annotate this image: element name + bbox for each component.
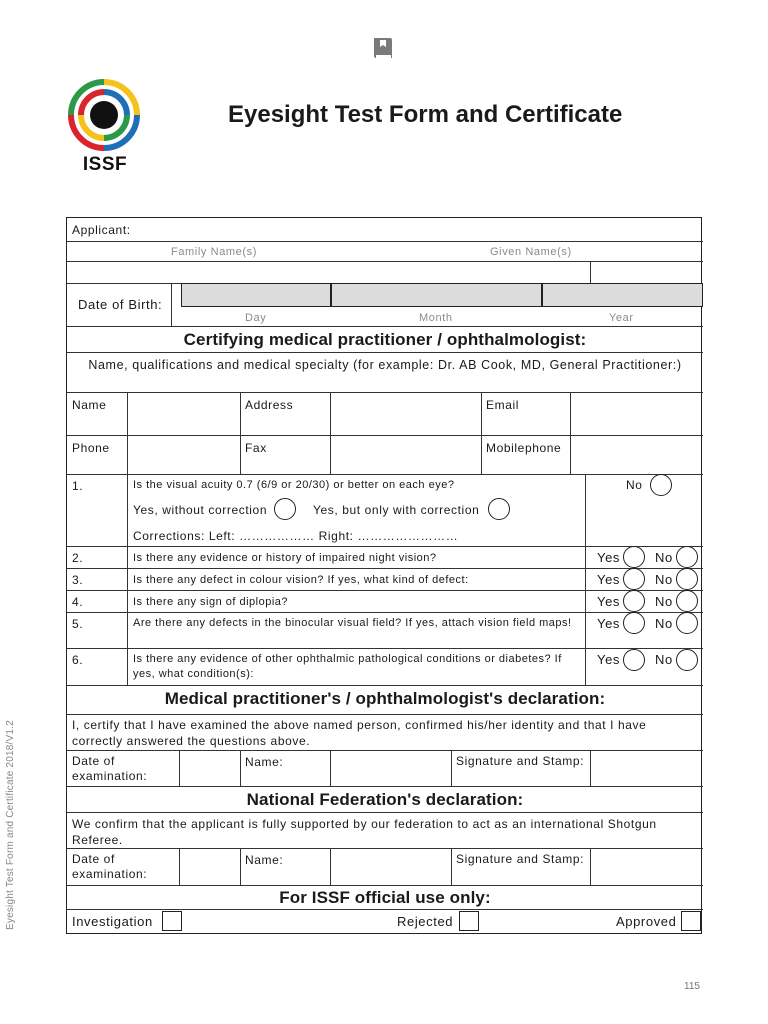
mobilephone-label: Mobilephone <box>486 441 562 455</box>
federation-text: We confirm that the applicant is fully supported by our federation to act as an international Shotgun Referee. <box>72 817 657 847</box>
q1-with-correction-radio[interactable] <box>488 498 510 520</box>
declaration-signature-label: Signature and Stamp: <box>456 754 585 768</box>
declaration-signature-field[interactable] <box>591 751 702 785</box>
declaration-date-field[interactable] <box>180 751 239 785</box>
phone-label: Phone <box>72 441 110 455</box>
q6-yes-radio[interactable] <box>623 649 645 671</box>
practitioner-description: Name, qualifications and medical specialty (for example: Dr. AB Cook, MD, General Practitioner:) <box>88 358 682 372</box>
declaration-heading: Medical practitioner's / ophthalmologist's declaration: <box>164 689 606 708</box>
email-label: Email <box>486 398 520 412</box>
dob-year-field[interactable] <box>542 283 703 307</box>
q5-no-radio[interactable] <box>676 612 698 634</box>
name-label: Name <box>72 398 107 412</box>
investigation-label: Investigation <box>72 914 153 929</box>
q5-no-label: No <box>655 616 673 631</box>
q1-no-label: No <box>626 478 643 492</box>
dob-label: Date of Birth: <box>78 297 163 312</box>
target-rings-icon <box>62 76 152 156</box>
federation-name-field[interactable] <box>331 849 450 884</box>
page-title: Eyesight Test Form and Certificate <box>228 101 623 128</box>
q4-yes-radio[interactable] <box>623 590 645 612</box>
q4-text: Is there any sign of diplopia? <box>133 596 289 608</box>
q3-no-label: No <box>655 572 673 587</box>
q1-text: Is the visual acuity 0.7 (6/9 or 20/30) or better on each eye? <box>133 479 455 491</box>
q6-yes-label: Yes <box>597 652 621 667</box>
q2-number: 2. <box>72 551 84 565</box>
issf-logo <box>62 76 152 176</box>
q4-no-radio[interactable] <box>676 590 698 612</box>
q1-option-without-correction: Yes, without correction <box>133 503 268 517</box>
federation-signature-field[interactable] <box>591 849 702 884</box>
federation-name-label: Name: <box>245 853 284 867</box>
q2-no-radio[interactable] <box>676 546 698 568</box>
q6-no-label: No <box>655 652 673 667</box>
q6-number: 6. <box>72 653 84 667</box>
page-number: 115 <box>684 981 700 992</box>
q5-number: 5. <box>72 617 84 631</box>
q5-text: Are there any defects in the binocular visual field? If yes, attach vision field maps! <box>133 617 572 629</box>
federation-date-field[interactable] <box>180 849 239 884</box>
q3-text: Is there any defect in colour vision? If yes, what kind of defect: <box>133 574 469 586</box>
declaration-name-label: Name: <box>245 755 284 769</box>
declaration-text: I, certify that I have examined the above named person, confirmed his/her identity and that I have correctly answered the questions above. <box>72 718 647 748</box>
official-heading: For ISSF official use only: <box>279 888 491 907</box>
approved-label: Approved <box>616 914 677 929</box>
family-name-field[interactable] <box>69 263 588 281</box>
family-name-label: Family Name(s) <box>171 246 258 258</box>
q5-yes-radio[interactable] <box>623 612 645 634</box>
declaration-name-field[interactable] <box>331 751 450 785</box>
q1-corrections: Corrections: Left: ……………… Right: …………………… <box>133 529 459 543</box>
side-footer-text: Eyesight Test Form and Certificate 2018/V1.2 <box>5 720 16 930</box>
book-icon <box>372 36 394 60</box>
q4-number: 4. <box>72 595 84 609</box>
q3-yes-radio[interactable] <box>623 568 645 590</box>
rejected-label: Rejected <box>397 914 454 929</box>
q1-without-correction-radio[interactable] <box>274 498 296 520</box>
q6-no-radio[interactable] <box>676 649 698 671</box>
given-name-field[interactable] <box>592 263 701 281</box>
practitioner-heading: Certifying medical practitioner / ophthalmologist: <box>183 330 587 349</box>
approved-checkbox[interactable] <box>681 911 701 931</box>
given-name-label: Given Name(s) <box>490 246 572 258</box>
q1-no-radio[interactable] <box>650 474 672 496</box>
year-label: Year <box>609 312 634 324</box>
q4-yes-label: Yes <box>597 594 621 609</box>
month-label: Month <box>419 312 453 324</box>
q2-no-label: No <box>655 550 673 565</box>
federation-signature-label: Signature and Stamp: <box>456 852 585 866</box>
dob-day-field[interactable] <box>181 283 331 307</box>
q5-yes-label: Yes <box>597 616 621 631</box>
applicant-label: Applicant: <box>72 223 131 237</box>
q3-number: 3. <box>72 573 84 587</box>
declaration-date-label: Date of examination: <box>72 754 148 783</box>
investigation-checkbox[interactable] <box>162 911 182 931</box>
day-label: Day <box>245 312 267 324</box>
fax-label: Fax <box>245 441 267 455</box>
q3-no-radio[interactable] <box>676 568 698 590</box>
address-label: Address <box>245 398 294 412</box>
q2-yes-radio[interactable] <box>623 546 645 568</box>
q1-number: 1. <box>72 479 84 493</box>
q4-no-label: No <box>655 594 673 609</box>
logo-text: ISSF <box>82 154 128 175</box>
eyesight-form <box>66 217 702 934</box>
q3-yes-label: Yes <box>597 572 621 587</box>
q6-text: Is there any evidence of other ophthalmic pathological conditions or diabetes? If yes, what condition(s): <box>133 653 562 680</box>
q2-text: Is there any evidence or history of impaired night vision? <box>133 552 437 564</box>
q1-option-with-correction: Yes, but only with correction <box>313 503 480 517</box>
q2-yes-label: Yes <box>597 550 621 565</box>
rejected-checkbox[interactable] <box>459 911 479 931</box>
dob-month-field[interactable] <box>331 283 542 307</box>
federation-heading: National Federation's declaration: <box>246 790 524 809</box>
federation-date-label: Date of examination: <box>72 852 148 881</box>
